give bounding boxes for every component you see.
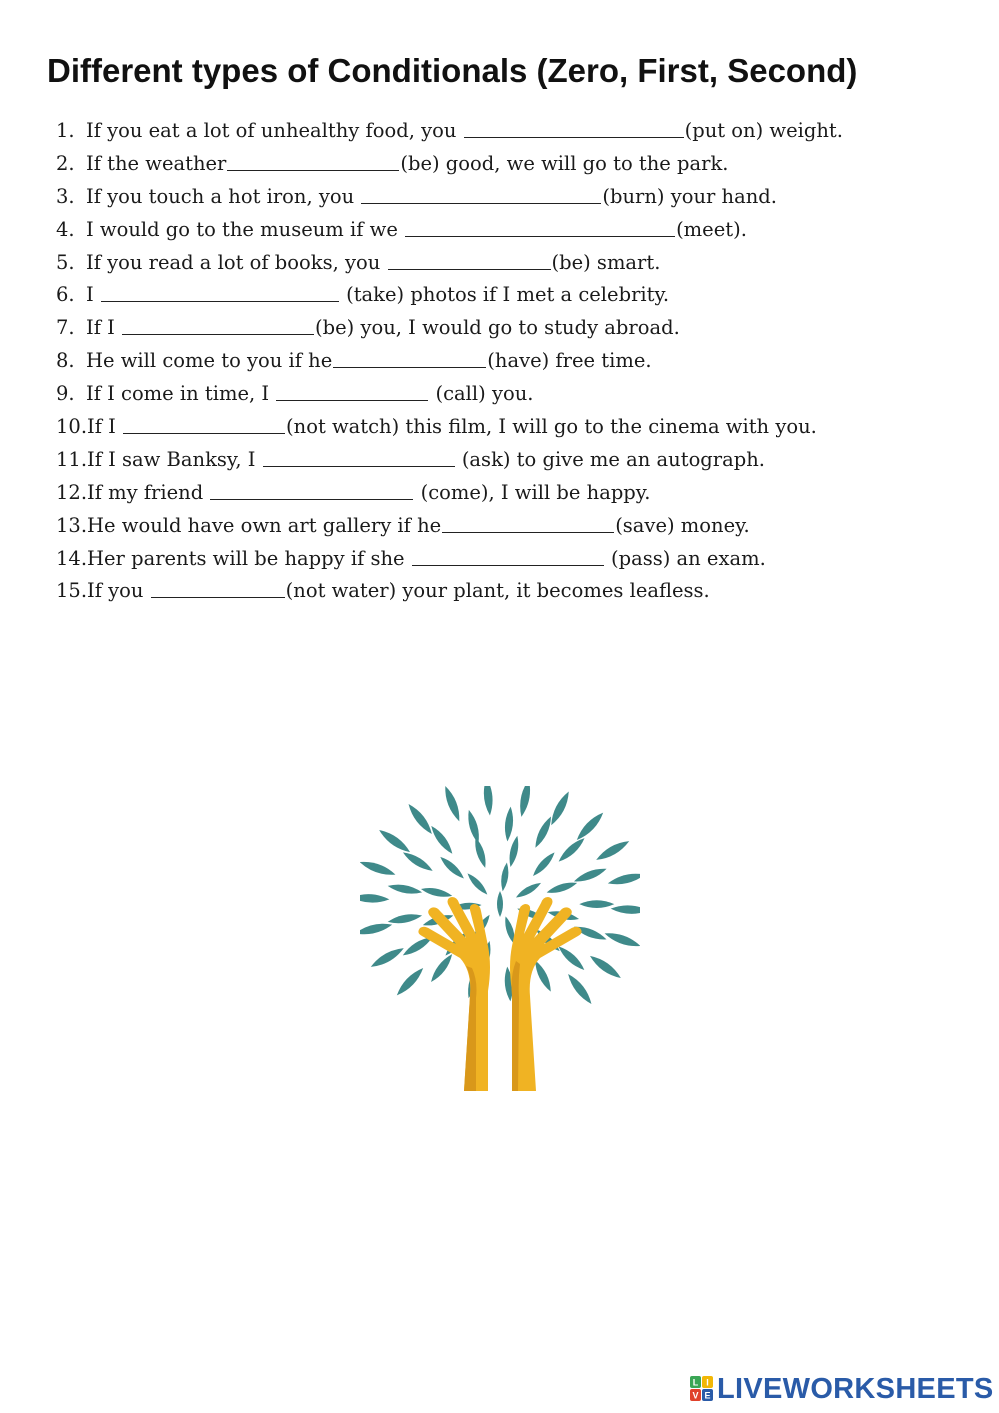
exercise-text-before: If you eat a lot of unhealthy food, you: [86, 119, 463, 142]
answer-blank[interactable]: [151, 575, 285, 598]
exercise-item: [56, 115, 843, 148]
answer-blank[interactable]: [227, 148, 399, 171]
exercise-text-after: (call) you.: [429, 382, 534, 406]
exercise-number: 4.: [56, 217, 75, 241]
exercise-item: [56, 444, 843, 477]
exercise-text-before: If I saw Banksy, I: [87, 447, 262, 471]
exercise-number: 2.: [56, 151, 75, 175]
answer-blank[interactable]: [361, 181, 601, 204]
exercise-item: [56, 214, 843, 247]
exercise-text-before: I: [86, 283, 100, 307]
liveworksheets-logo: [690, 1372, 994, 1406]
exercise-text-after: (ask) to give me an autograph.: [455, 447, 765, 471]
exercise-text-after: (be) smart.: [551, 250, 661, 274]
answer-blank[interactable]: [412, 543, 604, 566]
exercise-item: [56, 477, 843, 510]
svg-text:L: L: [692, 1377, 699, 1388]
exercise-item: [56, 345, 843, 378]
exercise-text-after: (have) free time.: [487, 349, 652, 373]
exercise-text-after: (meet).: [676, 217, 747, 241]
exercise-text-before: If you: [87, 579, 150, 603]
exercise-item: [56, 378, 843, 411]
exercise-item: [56, 181, 843, 214]
exercise-text-after: (put on) weight.: [684, 119, 843, 142]
answer-blank[interactable]: [210, 477, 413, 500]
exercise-text-after: (save) money.: [615, 513, 750, 537]
exercise-text-before: If I come in time, I: [86, 382, 276, 406]
exercise-number: 12.: [56, 480, 88, 504]
svg-text:I: I: [706, 1377, 709, 1388]
exercise-text-after: (be) you, I would go to study abroad.: [315, 316, 680, 340]
exercise-number: 11.: [56, 447, 88, 471]
exercise-text-before: He would have own art gallery if he: [87, 513, 442, 537]
exercise-item: [56, 279, 843, 312]
hands-trunk: [418, 897, 581, 1091]
exercise-text-before: Her parents will be happy if she: [87, 546, 411, 570]
exercise-number: 1.: [56, 119, 75, 142]
exercise-text-after: (come), I will be happy.: [414, 480, 651, 504]
liveworksheets-logo-text: LIVEWORKSHEETS: [717, 1373, 994, 1405]
exercise-text-after: (pass) an exam.: [604, 546, 766, 570]
svg-text:E: E: [704, 1390, 711, 1401]
exercise-number: 3.: [56, 184, 75, 208]
exercise-item: [56, 575, 843, 608]
answer-blank[interactable]: [101, 279, 339, 302]
exercise-item: [56, 148, 843, 181]
exercise-text-before: He will come to you if he: [86, 349, 333, 373]
exercise-number: 9.: [56, 382, 75, 406]
exercise-number: 10.: [56, 415, 88, 439]
exercise-number: 5.: [56, 250, 75, 274]
exercise-item: [56, 411, 843, 444]
tree-hands-icon: [360, 786, 640, 1096]
exercise-text-after: (be) good, we will go to the park.: [400, 151, 729, 175]
answer-blank[interactable]: [276, 378, 428, 401]
answer-blank[interactable]: [405, 214, 675, 237]
exercise-text-after: (not watch) this film, I will go to the cinema with you.: [286, 415, 817, 439]
exercise-number: 14.: [56, 546, 88, 570]
exercise-text-before: If my friend: [87, 480, 210, 504]
exercise-text-before: If I: [86, 316, 122, 340]
answer-blank[interactable]: [123, 411, 285, 434]
answer-blank[interactable]: [464, 115, 684, 138]
exercise-text-before: If the weather: [86, 151, 227, 175]
exercise-text-after: (burn) your hand.: [602, 184, 777, 208]
exercise-item: [56, 312, 843, 345]
exercise-text-before: If you read a lot of books, you: [86, 250, 387, 274]
exercise-number: 13.: [56, 513, 88, 537]
exercise-number: 7.: [56, 316, 75, 340]
answer-blank[interactable]: [333, 345, 486, 368]
exercise-list: [56, 115, 843, 608]
exercise-number: 15.: [56, 579, 88, 603]
answer-blank[interactable]: [263, 444, 455, 467]
answer-blank[interactable]: [442, 510, 614, 533]
exercise-text-after: (not water) your plant, it becomes leafless.: [285, 579, 710, 603]
exercise-text-before: If I: [87, 415, 123, 439]
exercise-number: 8.: [56, 349, 75, 373]
page-title: Different types of Conditionals (Zero, First, Second): [47, 52, 858, 89]
answer-blank[interactable]: [388, 247, 551, 270]
exercise-number: 6.: [56, 283, 75, 307]
exercise-text-before: If you touch a hot iron, you: [86, 184, 361, 208]
exercise-text-before: I would go to the museum if we: [86, 217, 405, 241]
exercise-item: [56, 510, 843, 543]
exercise-text-after: (take) photos if I met a celebrity.: [339, 283, 670, 307]
svg-text:V: V: [692, 1390, 699, 1401]
answer-blank[interactable]: [122, 312, 314, 335]
liveworksheets-logo-mark-icon: [690, 1376, 714, 1402]
exercise-item: [56, 543, 843, 576]
exercise-item: [56, 247, 843, 280]
